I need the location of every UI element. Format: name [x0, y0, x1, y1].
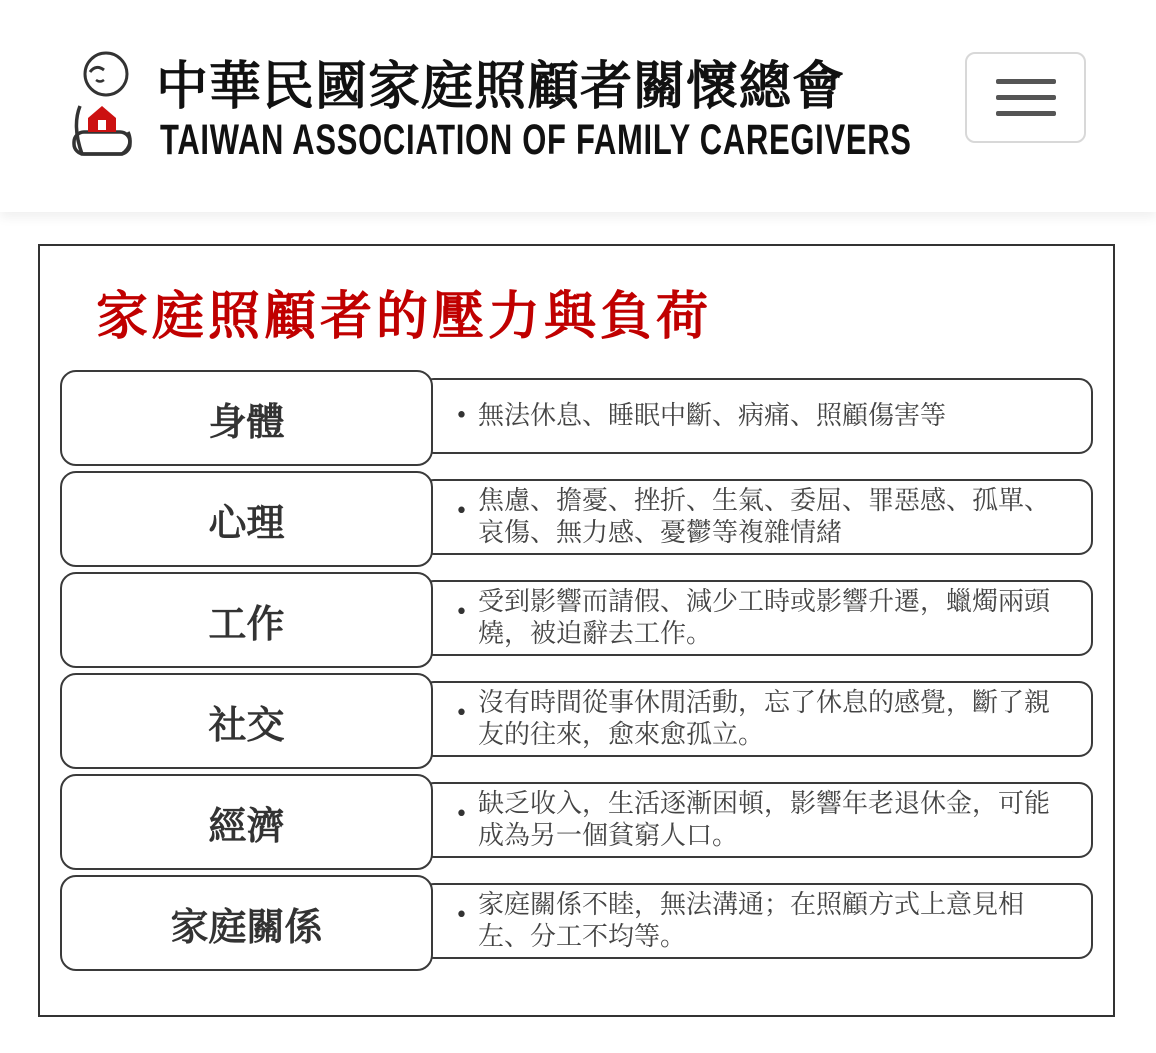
- burden-description-box: [420, 782, 1093, 858]
- org-name-en[interactable]: TAIWAN ASSOCIATION OF FAMILY CAREGIVERS: [160, 116, 912, 164]
- hamburger-menu-icon: [996, 111, 1056, 116]
- burden-description-box: [420, 378, 1093, 454]
- menu-toggle-button[interactable]: [965, 52, 1086, 143]
- bullet-icon: •: [455, 600, 468, 625]
- burden-label: 社交: [60, 673, 433, 769]
- burden-description-box: [420, 681, 1093, 757]
- bullet-icon: •: [455, 802, 468, 827]
- burden-row-body: [60, 370, 1093, 466]
- burden-label: 工作: [60, 572, 433, 668]
- org-name-zh[interactable]: 中華民國家庭照顧者關懷總會: [156, 57, 846, 117]
- burden-description-box: [420, 580, 1093, 656]
- burden-row-family: [60, 875, 1093, 971]
- burden-description: 缺乏收入，生活逐漸困頓，影響年老退休金，可能成為另一個貧窮人口。: [478, 789, 1051, 851]
- burden-row-social: [60, 673, 1093, 769]
- burden-description: 家庭關係不睦，無法溝通；在照顧方式上意見相左、分工不均等。: [478, 890, 1025, 952]
- bullet-icon: •: [455, 499, 468, 524]
- caregiver-logo-icon[interactable]: [66, 46, 140, 166]
- bullet-icon: •: [455, 701, 468, 726]
- burden-description: 受到影響而請假、減少工時或影響升遷，蠟燭兩頭燒，被迫辭去工作。: [478, 587, 1051, 649]
- burden-row-economy: [60, 774, 1093, 870]
- bullet-icon: •: [455, 903, 468, 928]
- burden-row-work: [60, 572, 1093, 668]
- burden-description-box: [420, 479, 1093, 555]
- content-image-slide: [38, 244, 1115, 1017]
- burden-row-mind: [60, 471, 1093, 567]
- slide-title: 家庭照顧者的壓力與負荷: [96, 286, 713, 347]
- burden-description: 沒有時間從事休閒活動，忘了休息的感覺，斷了親友的往來，愈來愈孤立。: [478, 688, 1051, 750]
- site-header: [0, 0, 1156, 212]
- hamburger-menu-icon: [996, 95, 1056, 100]
- bullet-icon: •: [455, 403, 468, 429]
- burden-label: 心理: [60, 471, 433, 567]
- burden-label: 身體: [60, 370, 433, 466]
- hamburger-menu-icon: [996, 79, 1056, 84]
- burden-description: 焦慮、擔憂、挫折、生氣、委屈、罪惡感、孤單、哀傷、無力感、憂鬱等複雜情緒: [478, 486, 1051, 548]
- burden-label: 經濟: [60, 774, 433, 870]
- burden-description: 無法休息、睡眠中斷、病痛、照顧傷害等: [478, 401, 947, 431]
- burden-description-box: [420, 883, 1093, 959]
- burden-label: 家庭關係: [60, 875, 433, 971]
